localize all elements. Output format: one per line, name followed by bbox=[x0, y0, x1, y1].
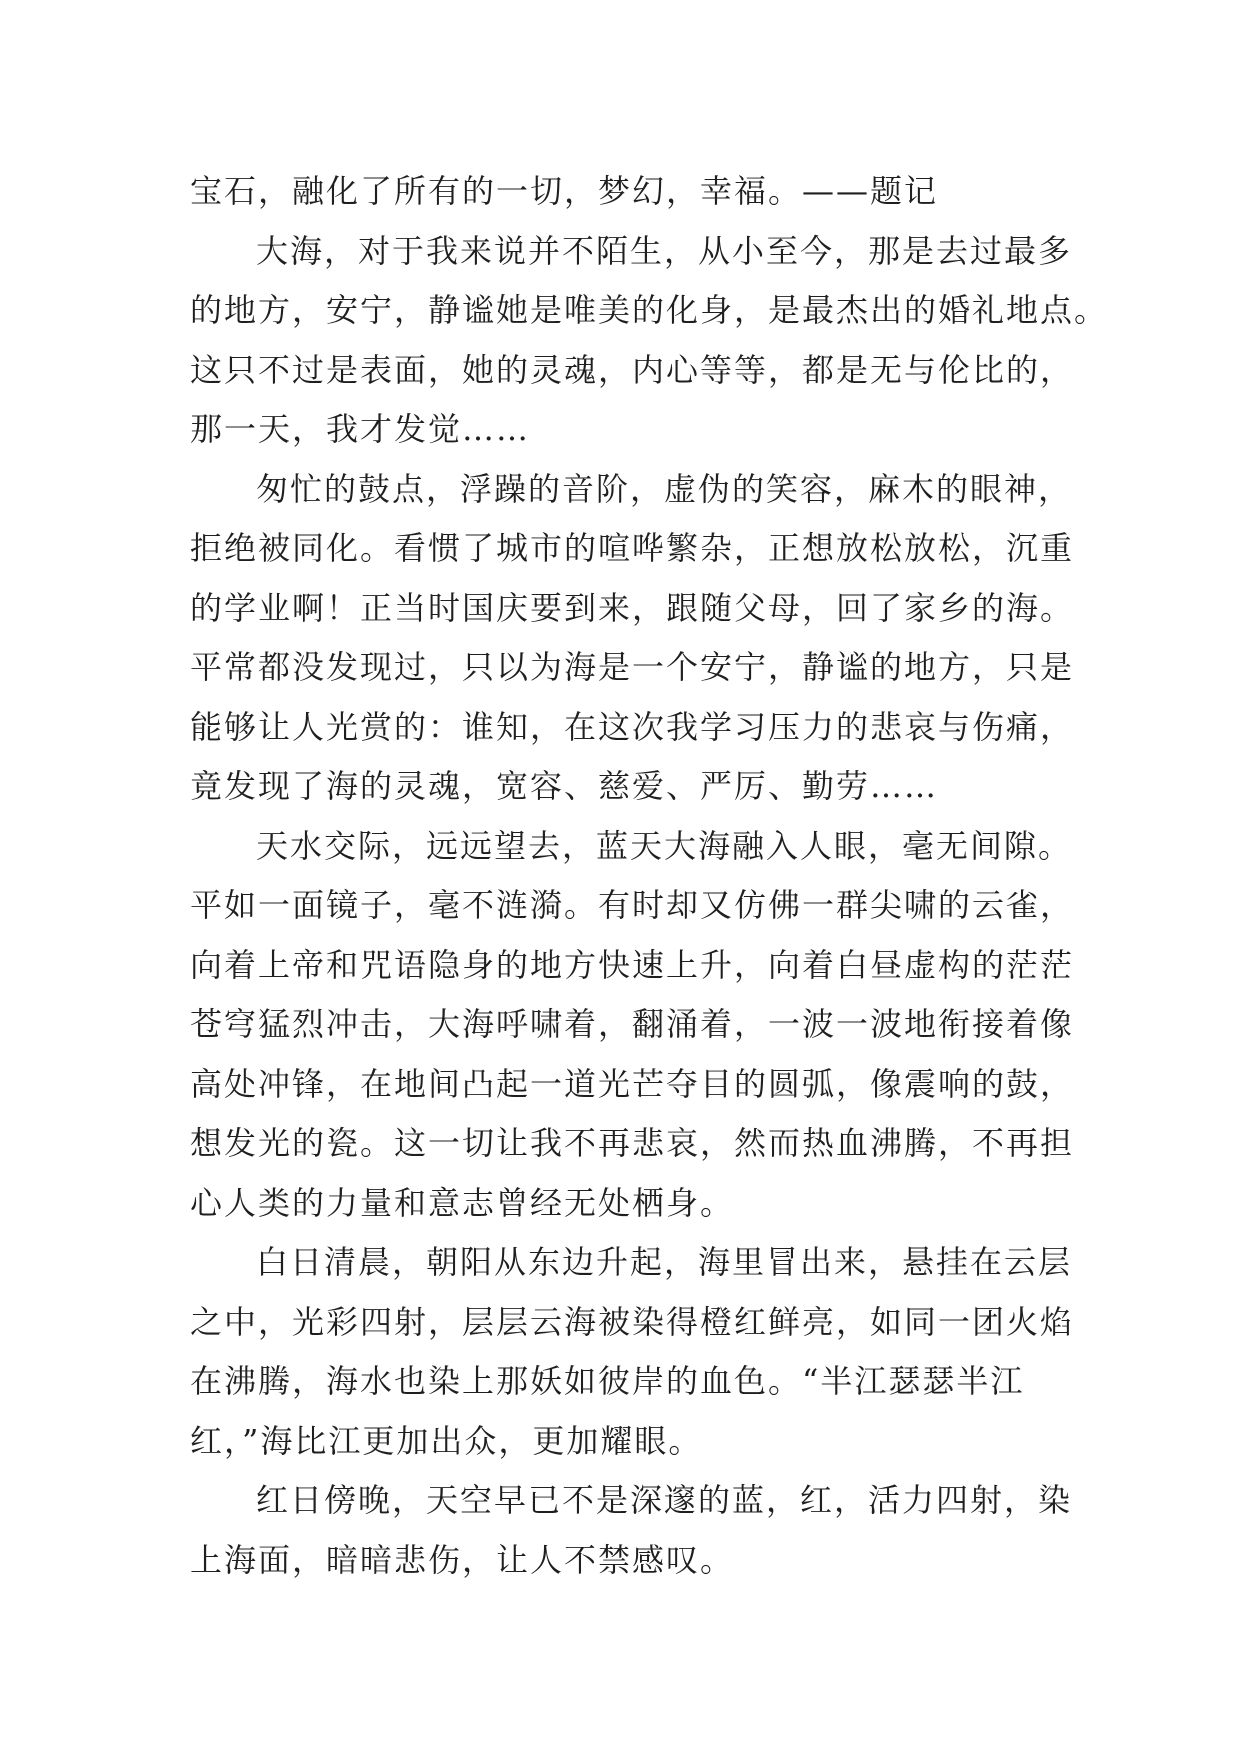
text-line-19: 白日清晨，朝阳从东边升起，海里冒出来，悬挂在云层 bbox=[256, 1243, 1073, 1281]
text-line-14: 向着上帝和咒语隐身的地方快速上升，向着白昼虚构的茫茫 bbox=[190, 945, 1075, 984]
text-line-8: 的学业啊！正当时国庆要到来，跟随父母，回了家乡的海。 bbox=[190, 588, 1075, 627]
text-line-7: 拒绝被同化。看惯了城市的喧哗繁杂，正想放松放松，沉重 bbox=[190, 529, 1075, 567]
text-line-10: 能够让人光赏的：谁知，在这次我学习压力的悲哀与伤痛， bbox=[190, 707, 1075, 746]
text-line-4: 这只不过是表面，她的灵魂，内心等等，都是无与伦比的， bbox=[190, 350, 1075, 389]
text-line-15: 苍穹猛烈冲击，大海呼啸着，翻涌着，一波一波地衔接着像 bbox=[190, 1005, 1075, 1043]
text-line-5: 那一天，我才发觉…… bbox=[190, 410, 531, 448]
text-line-11: 竟发现了海的灵魂，宽容、慈爱、严厉、勤劳…… bbox=[190, 767, 939, 805]
text-line-24: 上海面，暗暗悲伤，让人不禁感叹。 bbox=[190, 1540, 735, 1579]
text-line-2: 大海，对于我来说并不陌生，从小至今，那是去过最多 bbox=[256, 231, 1073, 270]
text-line-16: 高处冲锋，在地间凸起一道光芒夺目的圆弧，像震响的鼓， bbox=[190, 1064, 1075, 1103]
text-line-13: 平如一面镜子，毫不涟漪。有时却又仿佛一群尖啸的云雀， bbox=[190, 886, 1075, 924]
text-line-12: 天水交际，远远望去，蓝天大海融入人眼，毫无间隙。 bbox=[256, 826, 1073, 865]
text-line-9: 平常都没发现过，只以为海是一个安宁，静谧的地方，只是 bbox=[190, 648, 1075, 686]
text-line-6: 匆忙的鼓点，浮躁的音阶，虚伪的笑容，麻木的眼神， bbox=[256, 469, 1073, 508]
text-line-18: 心人类的力量和意志曾经无处栖身。 bbox=[190, 1183, 735, 1222]
text-line-23: 红日傍晚，天空早已不是深邃的蓝，红，活力四射，染 bbox=[256, 1481, 1073, 1519]
text-line-22: 红，”海比江更加出众，更加耀眼。 bbox=[190, 1421, 703, 1460]
text-line-20: 之中，光彩四射，层层云海被染得橙红鲜亮，如同一团火焰 bbox=[190, 1302, 1075, 1341]
text-line-21: 在沸腾，海水也染上那妖如彼岸的血色。“半江瑟瑟半江 bbox=[190, 1362, 1025, 1400]
text-line-1: 宝石，融化了所有的一切，梦幻，幸福。——题记 bbox=[190, 172, 939, 210]
text-line-3: 的地方，安宁，静谧她是唯美的化身，是最杰出的婚礼地点。 bbox=[190, 291, 1109, 329]
text-line-17: 想发光的瓷。这一切让我不再悲哀，然而热血沸腾，不再担 bbox=[190, 1124, 1075, 1162]
document-body bbox=[190, 162, 1109, 1590]
